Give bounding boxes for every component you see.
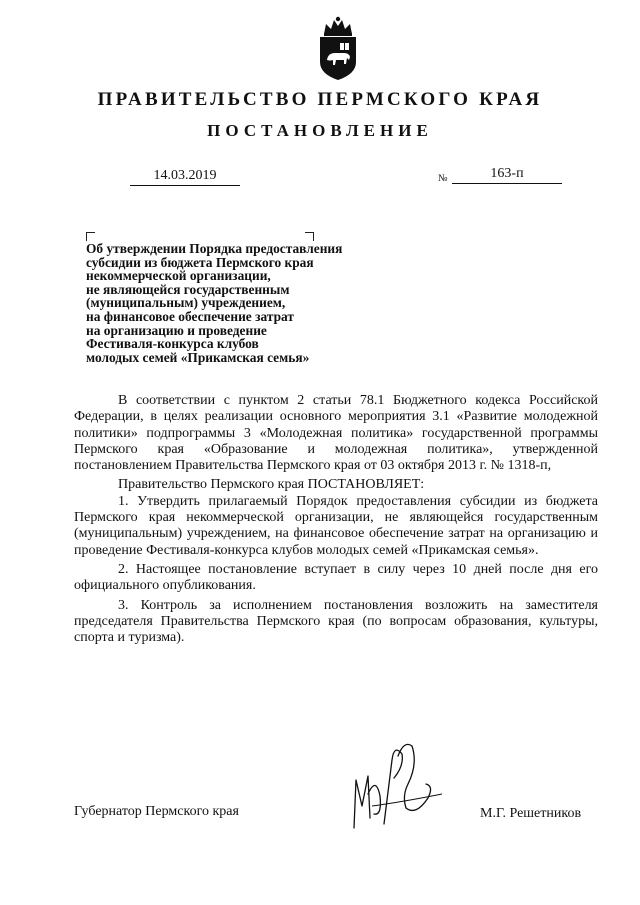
body-paragraph: В соответствии с пунктом 2 статьи 78.1 Бюджетного кодекса Российской Федерации, в целях реализации основного мероприятия 3.1 «Развитие молодежной политики» подпрограммы 3 «Молодежная политика» государственной программы Пермского края «Образование и молодежная политика», утвержденной постановлением Правительства Пермского края от 03 октября 2013 г. № 1318-п,: [74, 393, 598, 474]
subject-line: молодых семей «Прикамская семья»: [86, 349, 310, 365]
document-body: [74, 393, 598, 646]
subject-line: субсидии из бюджета Пермского края: [86, 254, 314, 270]
document-number: 163-п: [452, 166, 562, 184]
handwritten-signature: [332, 736, 472, 836]
body-paragraph: 2. Настоящее постановление вступает в силу через 10 дней после дня его официального опубликования.: [74, 561, 598, 594]
signatory-position: Губернатор Пермского края: [74, 804, 239, 819]
body-paragraph: Правительство Пермского края ПОСТАНОВЛЯЕТ:: [118, 477, 425, 493]
subject-corner-left: [86, 232, 95, 241]
subject-line: на организацию и проведение: [86, 322, 267, 338]
document-date: 14.03.2019: [130, 168, 240, 186]
subject-line: на финансовое обеспечение затрат: [86, 308, 294, 324]
subject-line: Об утверждении Порядка предоставления: [86, 241, 343, 256]
number-label: №: [438, 173, 448, 184]
government-title: ПРАВИТЕЛЬСТВО ПЕРМСКОГО КРАЯ: [97, 89, 543, 110]
subject-line: (муниципальным) учреждением,: [86, 295, 286, 311]
signatory-name: М.Г. Решетников: [480, 806, 582, 821]
body-paragraph: 3. Контроль за исполнением постановления возложить на заместителя председателя Правительства Пермского края (по вопросам образования, культуры, спорта и туризма).: [74, 597, 598, 646]
document-subject: [86, 242, 386, 364]
body-paragraph: 1. Утвердить прилагаемый Порядок предоставления субсидии из бюджета Пермского края некоммерческой организации, не являющейся государственным (муниципальным) учреждением, на финансовое обеспечение затрат на организацию и проведение Фестиваля-конкурса клубов молодых семей «Прикамская семья».: [74, 493, 598, 558]
subject-line: некоммерческой организации,: [86, 268, 271, 284]
document-type: ПОСТАНОВЛЕНИЕ: [207, 121, 433, 140]
subject-line: Фестиваля-конкурса клубов: [86, 336, 259, 352]
coat-of-arms-emblem: [314, 12, 362, 82]
subject-corner-right: [305, 232, 314, 241]
subject-line: не являющейся государственным: [86, 281, 290, 297]
